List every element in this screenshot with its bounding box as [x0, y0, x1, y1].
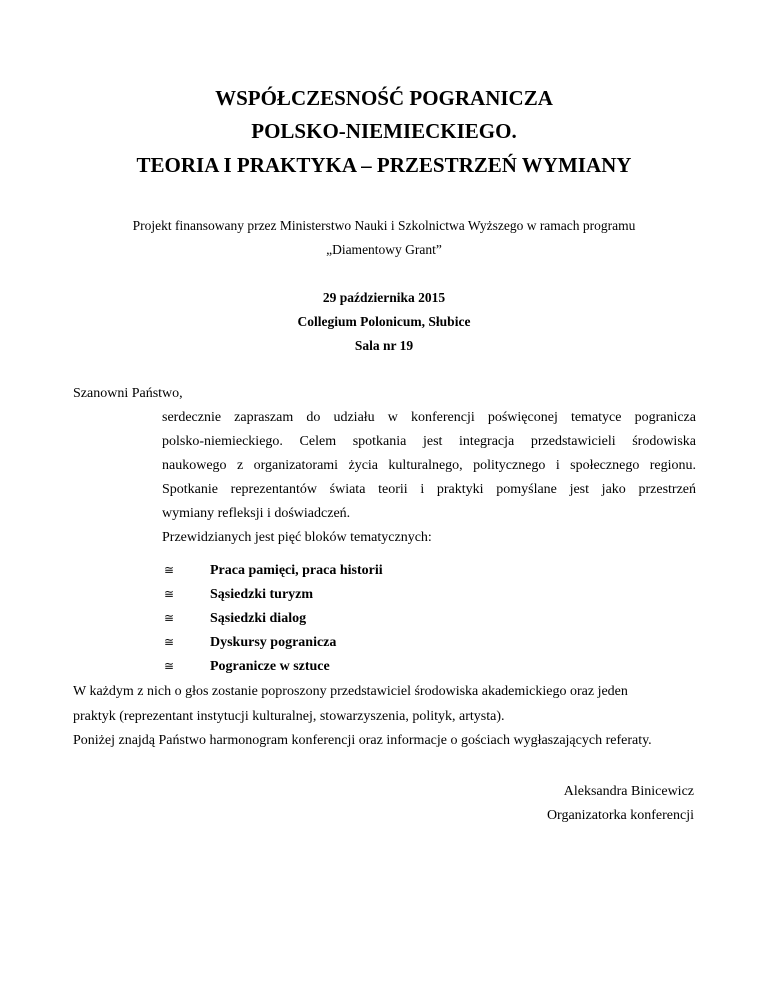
block-label: Sąsiedzki turyzm [210, 587, 314, 602]
title-line-2: POLSKO-NIEMIECKIEGO. [251, 119, 517, 143]
title-line-1: WSPÓŁCZESNOŚĆ POGRANICZA [215, 86, 553, 110]
approx-equal-icon: ≅ [164, 635, 175, 649]
approx-equal-icon: ≅ [164, 563, 175, 577]
letter-body [162, 406, 696, 550]
signature-role: Organizatorka konferencji [546, 808, 694, 823]
event-room: Sala nr 19 [354, 338, 414, 353]
list-item [164, 606, 306, 630]
salutation: Szanowni Państwo, [73, 386, 183, 401]
event-venue: Collegium Polonicum, Słubice [297, 314, 471, 329]
list-item [164, 654, 330, 678]
approx-equal-icon: ≅ [164, 587, 175, 601]
signature-name: Aleksandra Binicewicz [563, 784, 694, 799]
funding-line-1: Projekt finansowany przez Ministerstwo Nauki i Szkolnictwa Wyższego w ramach programu [132, 218, 636, 233]
block-label: Pogranicze w sztuce [210, 659, 330, 674]
closing-line: praktyk (reprezentant instytucji kulturalnej, stowarzyszenia, polityk, artysta). [73, 709, 505, 724]
blocks-intro: Przewidzianych jest pięć bloków tematycznych: [162, 530, 432, 545]
body-line: wymiany refleksji i doświadczeń. [162, 506, 351, 521]
list-item [164, 582, 313, 606]
body-line: serdecznie zapraszam do udziału w konferencji poświęconej tematyce pogranicza [162, 410, 696, 425]
block-label: Sąsiedzki dialog [210, 611, 307, 626]
body-line: Spotkanie reprezentantów świata teorii i praktyki pomyślane jest jako przestrzeń [162, 482, 696, 497]
body-line: naukowego z organizatorami życia kulturalnego, politycznego i społecznego regionu. [162, 458, 696, 473]
list-item [164, 630, 336, 654]
block-label: Praca pamięci, praca historii [210, 563, 383, 578]
event-date: 29 października 2015 [322, 290, 446, 305]
list-item [164, 558, 383, 582]
approx-equal-icon: ≅ [164, 611, 175, 625]
closing-line: Poniżej znajdą Państwo harmonogram konferencji oraz informacje o gościach wygłaszających referaty. [73, 733, 652, 748]
title-line-3: TEORIA I PRAKTYKA – PRZESTRZEŃ WYMIANY [136, 153, 632, 177]
body-line: polsko-niemieckiego. Celem spotkania jest integracja przedstawicieli środowiska [162, 434, 696, 449]
funding-line-2: „Diamentowy Grant” [326, 242, 442, 257]
approx-equal-icon: ≅ [164, 659, 175, 673]
closing-line: W każdym z nich o głos zostanie poproszony przedstawiciel środowiska akademickiego oraz jeden [73, 684, 628, 699]
block-label: Dyskursy pogranicza [210, 635, 337, 650]
